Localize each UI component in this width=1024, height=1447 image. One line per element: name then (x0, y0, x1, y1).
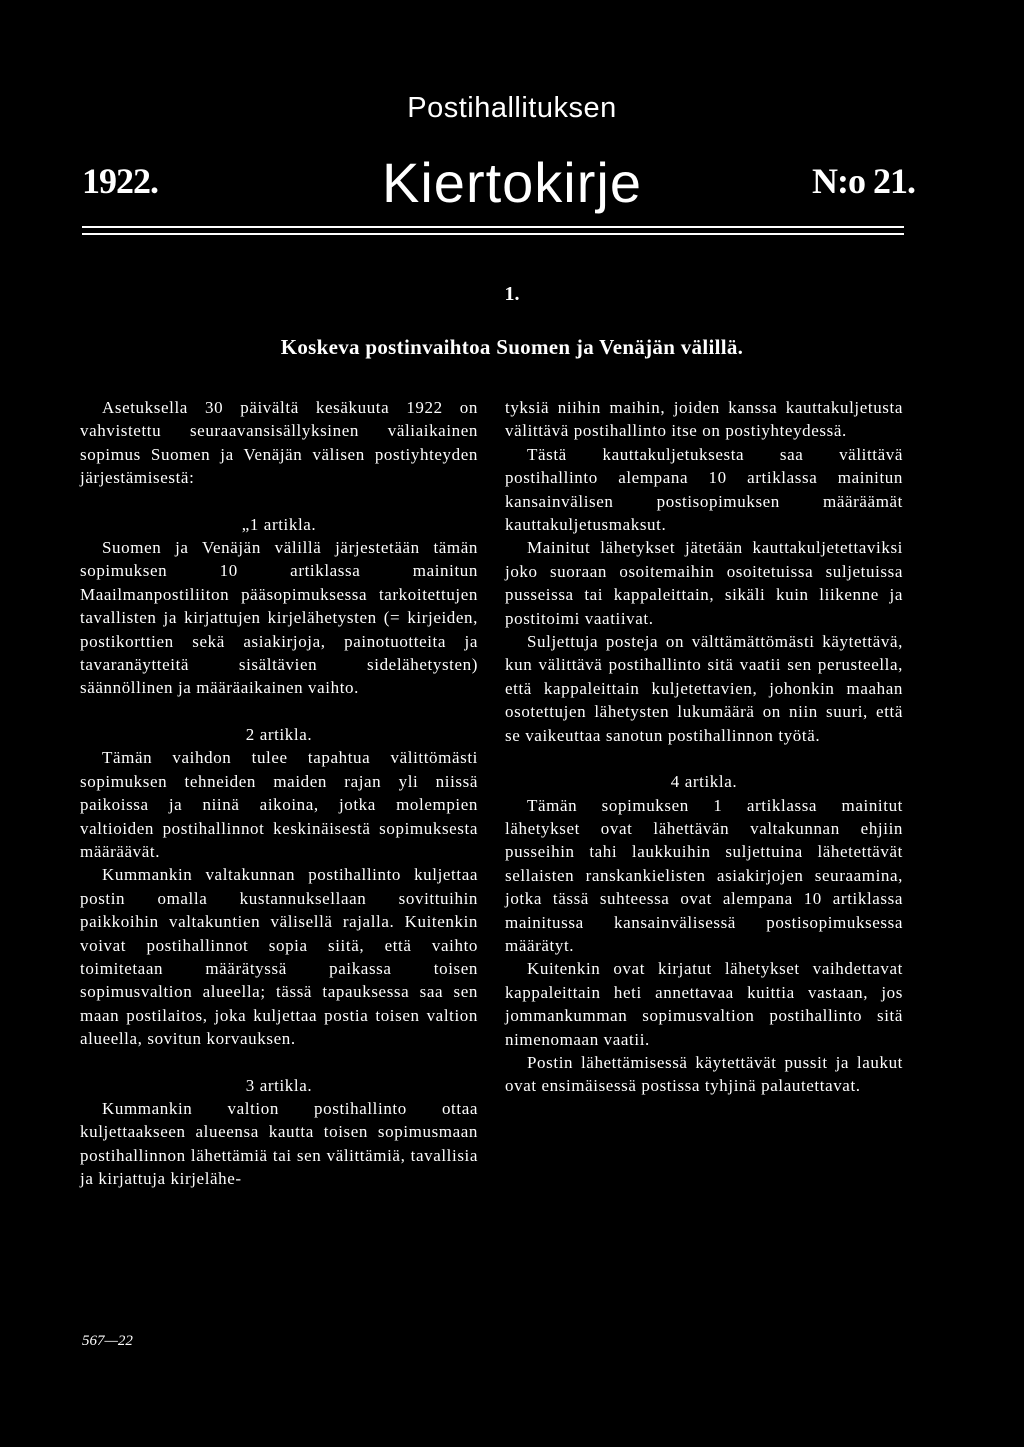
section-subject: Koskeva postinvaihtoa Suomen ja Venäjän välillä. (280, 335, 744, 359)
article-4-paragraph-1: Tämän sopimuksen 1 artiklassa mainitut lähetykset ovat lähettävän valtakunnan ehjiin pusseihin tahi laukkuihin suljettuina lähetettävät sellaisten ranskankielisten asiakirjojen seuraamina, jotka tässä suhteessa ovat alempana 10 artiklassa mainitussa kansainvälisessä postisopimuksessa määrätyt. (505, 795, 903, 955)
header-rule-top (82, 226, 904, 228)
document-title: Kiertokirje (382, 151, 642, 214)
circular-number: N:o 21. (812, 161, 915, 201)
header-rule-bottom (82, 233, 904, 235)
article-3-paragraph-2: Tästä kauttakuljetuksesta saa välittävä postihallinto alempana 10 artiklassa mainitun kansainvälisen postisopimuksen määräämät kauttakuljetusmaksut. (505, 444, 903, 535)
article-1-text: Suomen ja Venäjän välillä järjestetään tämän sopimuksen 10 artiklassa mainitun Maailmanpostiliiton pääsopimuksessa tarkoitettujen tavallisten ja kirjattujen kirjelähetysten (= kirjeiden, postikorttien sekä asiakirjoja, painotuotteita ja tavaranäytteitä sisältävien sidelähetysten) säännöllinen ja määräaikainen vaihto. (80, 538, 478, 698)
intro-paragraph: Asetuksella 30 päivältä kesäkuuta 1922 on vahvistettu seuraavansisällyksinen väliaikainen sopimus Suomen ja Venäjän välisen postiyhteyden järjestämisestä: (80, 398, 478, 488)
article-3-heading: 3 artikla. (245, 1075, 313, 1095)
section-number: 1. (504, 283, 520, 305)
right-column (505, 396, 903, 1098)
article-2-heading: 2 artikla. (245, 724, 313, 744)
year-label: 1922. (82, 161, 158, 201)
article-4-heading: 4 artikla. (670, 772, 738, 792)
article-2-paragraph-1: Tämän vaihdon tulee tapahtua välittömästi sopimuksen tehneiden maiden rajan yli niissä paikoissa ja niinä aikoina, jotka molempien valtioiden postihallinnot keskinäisestä sopimuksesta määräävät. (80, 748, 478, 861)
article-4-paragraph-2: Kuitenkin ovat kirjatut lähetykset vaihdettavat kappaleittain heti annettavaa kuittia vastaan, jos jommankumman sopimusvaltion postihallinto sitä nimenomaan vaatii. (505, 959, 903, 1049)
left-column (80, 396, 478, 1191)
article-2-paragraph-2: Kummankin valtakunnan postihallinto kuljettaa postin omalla kustannuksellaan sovittuihin paikkoihin valtakuntien välisellä rajalla. Kuitenkin voivat postihallinnot sopia siitä, että vaihto toimitetaan määrätyssä paikassa toisen sopimusvaltion alueella; tässä tapauksessa saa sen maan postilaitos, joka kuljettaa postia toisen valtion alueella, sovitun korvauksen. (80, 865, 478, 1049)
article-3-paragraph-3: Mainitut lähetykset jätetään kauttakuljetettaviksi joko suoraan osoitemaihin osoitetuissa suljetuissa pusseissa tai kappaleittain, sikäli kuin liikenne ja postitoimi vaatiivat. (505, 538, 903, 628)
print-code: 567—22 (82, 1333, 133, 1349)
article-4-paragraph-3: Postin lähettämisessä käytettävät pussit ja laukut ovat ensimäisessä postissa tyhjinä palautettavat. (505, 1052, 903, 1096)
article-3-paragraph-4: Suljettuja posteja on välttämättömästi käytettävä, kun välittävä postihallinto sitä vaatii sen perusteella, että kappaleittain kuljetettavien, johonkin maahan osotettujen lähetysten lukumäärä on niin suuri, että se vaikeuttaa sanotun postihallinnon työtä. (505, 632, 903, 745)
article-1-heading: „1 artikla. (241, 514, 317, 534)
publisher-heading: Postihallituksen (407, 92, 617, 124)
article-3-continuation: tyksiä niihin maihin, joiden kanssa kauttakuljetusta välittävä postihallinto itse on postiyhteydessä. (505, 398, 903, 441)
article-3-text: Kummankin valtion postihallinto ottaa kuljettaakseen alueensa kautta toisen sopimusmaan postihallinnon lähettämiä tai sen välittämiä, tavallisia ja kirjattuja kirjelähe- (80, 1098, 478, 1189)
